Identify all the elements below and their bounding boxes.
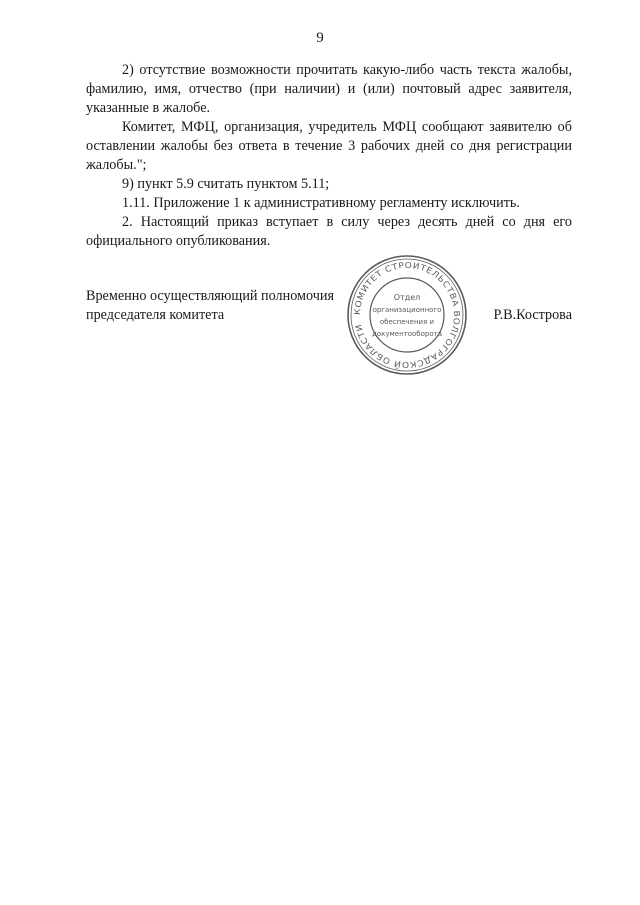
stamp-center-line-3: обеспечения и [379, 318, 435, 326]
stamp-center-line-2: организационного [372, 306, 442, 314]
stamp-ring-text: КОМИТЕТ СТРОИТЕЛЬСТВА ВОЛГОГРАДСКОЙ ОБЛАСТИ [351, 259, 463, 371]
signatory-name: Р.В.Кострова [493, 307, 572, 323]
stamp-outer-ring [348, 256, 466, 374]
page-number: 9 [316, 30, 324, 46]
paragraph-notice: Комитет, МФЦ, организация, учредитель МФЦ сообщают заявителю об оставлении жалобы без ответа в течение 3 рабочих дней со дня регистрации жалобы."; [86, 119, 572, 173]
stamp-outer-ring-inner [351, 259, 463, 371]
paragraph-item-1-11: 1.11. Приложение 1 к административному регламенту исключить. [122, 195, 520, 211]
signatory-title [86, 287, 356, 325]
signatory-title-line-2: председателя комитета [86, 307, 225, 323]
stamp-center-text [372, 293, 442, 338]
official-stamp [345, 253, 469, 377]
stamp-seal-icon [345, 253, 469, 377]
signatory-title-line-1: Временно осуществляющий полномочия [86, 288, 335, 304]
stamp-center-line-4: документооборота [372, 330, 442, 338]
paragraph-item-2-effective: 2. Настоящий приказ вступает в силу через десять дней со дня его официального опубликования. [86, 214, 572, 249]
signature-block [86, 287, 572, 327]
document-body [86, 61, 572, 251]
stamp-center-line-1: Отдел [393, 293, 421, 302]
paragraph-item-9: 9) пункт 5.9 считать пунктом 5.11; [122, 176, 330, 192]
stamp-inner-ring [370, 278, 444, 352]
paragraph-item-2: 2) отсутствие возможности прочитать какую-либо часть текста жалобы, фамилию, имя, отчество (при наличии) и (или) почтовый адрес заявителя, указанные в жалобе. [86, 62, 572, 116]
